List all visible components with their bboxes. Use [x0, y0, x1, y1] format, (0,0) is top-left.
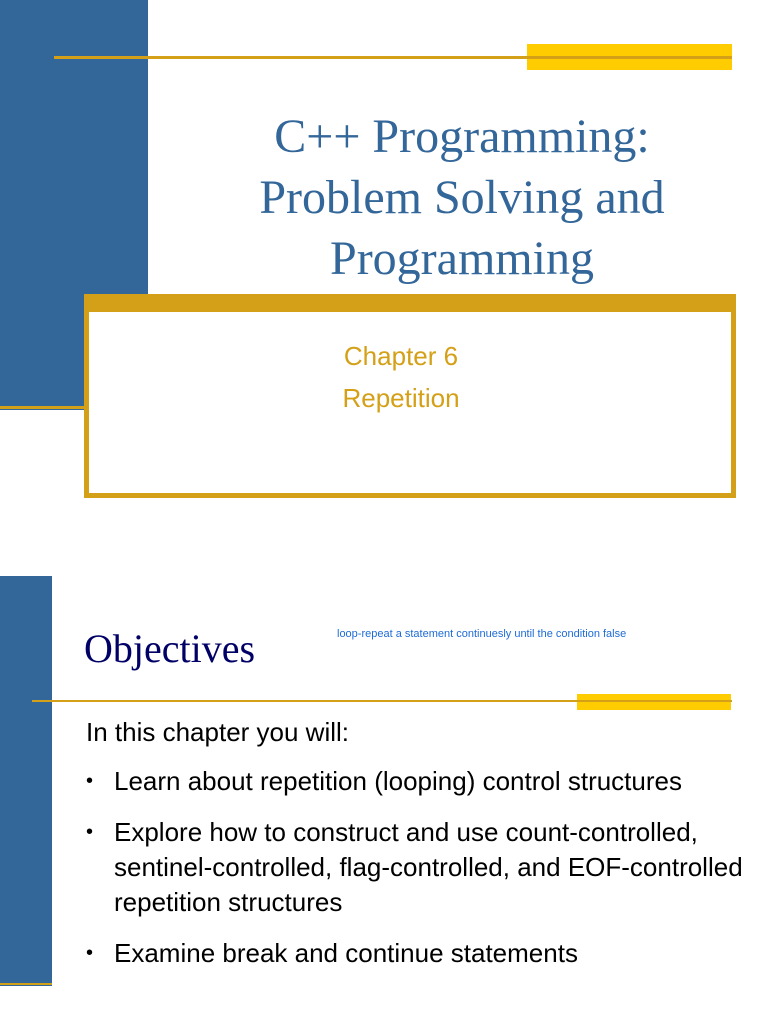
heading-accent-line	[577, 700, 731, 702]
objectives-list	[86, 764, 746, 987]
list-item-text: Learn about repetition (looping) control structures	[114, 766, 682, 796]
bullet-icon: •	[86, 942, 94, 964]
title-line-2: Problem Solving and	[259, 171, 665, 224]
slide-subtitle	[246, 335, 556, 419]
blue-bar-underline	[0, 983, 52, 985]
intro-text: In this chapter you will:	[86, 717, 350, 747]
title-line-3: Programming	[330, 232, 594, 285]
list-item-text: Examine break and continue statements	[114, 938, 578, 968]
list-item	[86, 815, 746, 920]
subtitle-line-2: Repetition	[342, 383, 460, 413]
title-line-1: C++ Programming:	[274, 110, 650, 163]
list-item	[86, 936, 746, 971]
handwritten-note: loop-repeat a statement continuesly until the condition false	[337, 628, 627, 640]
heading-accent-bar	[577, 694, 731, 710]
slide-title	[200, 106, 724, 289]
list-item-text: Explore how to construct and use count-controlled, sentinel-controlled, flag-controlled, and EOF-controlled repetition structures	[114, 817, 743, 917]
list-item	[86, 764, 746, 799]
objectives-slide	[0, 512, 768, 1024]
bullet-icon: •	[86, 770, 94, 792]
top-accent-line	[527, 56, 732, 59]
subtitle-line-1: Chapter 6	[343, 341, 459, 371]
left-blue-bar	[0, 576, 52, 986]
blue-bar-underline	[0, 406, 84, 409]
slide-heading: Objectives	[84, 626, 256, 671]
bullet-icon: •	[86, 821, 94, 843]
